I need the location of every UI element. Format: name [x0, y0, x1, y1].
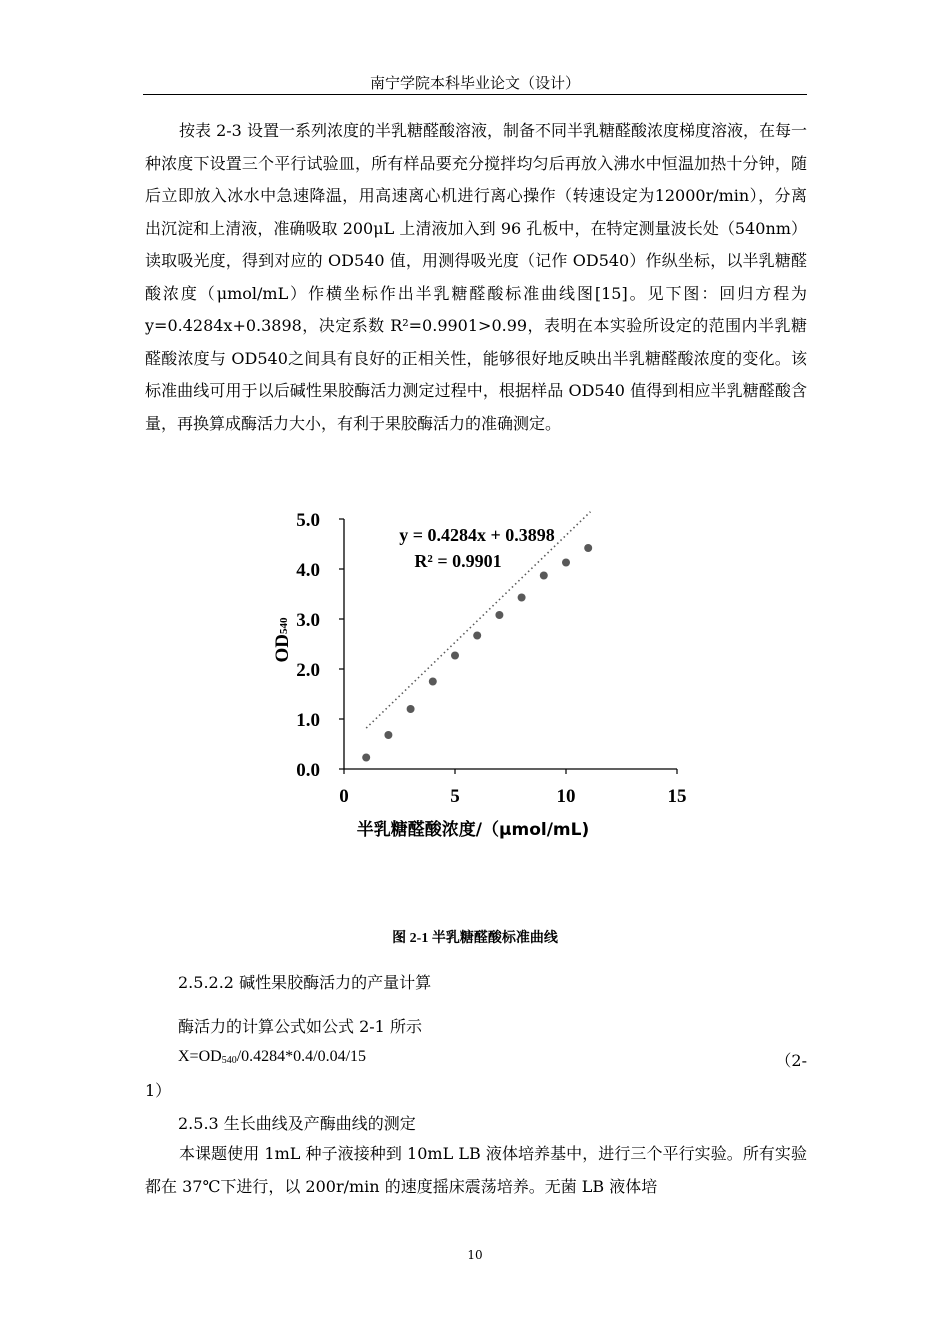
- y-tick-labels: [296, 510, 320, 781]
- y-tick-label: 0.0: [296, 760, 320, 781]
- x-tick-label: 10: [556, 786, 576, 807]
- figure-caption: 图 2-1 半乳糖醛酸标准曲线: [392, 931, 558, 946]
- y-tick-label: 4.0: [296, 560, 320, 581]
- x-tick-label: 0: [339, 786, 349, 807]
- formula-intro: 酶活力的计算公式如公式 2-1 所示: [178, 1017, 422, 1036]
- section-heading-2522: 2.5.2.2 碱性果胶酶活力的产量计算: [178, 973, 432, 992]
- formula-rest: /0.4284*0.4/0.04/15: [236, 1048, 367, 1065]
- y-tick-label: 5.0: [296, 510, 320, 531]
- data-point: [540, 572, 548, 580]
- r-squared-label: R² = 0.9901: [414, 551, 502, 571]
- data-point: [495, 611, 503, 619]
- x-tick-labels: [339, 786, 686, 807]
- y-axis-label-sub: 540: [278, 617, 290, 634]
- data-point: [362, 754, 370, 762]
- body-paragraph-1: 按表 2-3 设置一系列浓度的半乳糖醛酸溶液，制备不同半乳糖醛酸浓度梯度溶液，在每一种浓度下设置三个平行试验皿，所有样品要充分搅拌均匀后再放入沸水中恒温加热十分钟，随后立即放入冰水中急速降温，用高速离心机进行离心操作（转速设定为12000r/min），分离出沉淀和上清液，准确吸取 200μL 上清液加入到 96 孔板中，在特定测量波长处（540nm）读取吸光度，得到对应的 OD540 值，用测得吸光度（记作 OD540）作纵坐标，以半乳糖醛酸浓度（μmol/mL）作横坐标作出半乳糖醛酸标准曲线图[15]。见下图：回归方程为 y=0.4284x+0.3898，决定系数 R²=0.9901>0.99，表明在本实验所设定的范围内半乳糖醛酸浓度与 OD540之间具有良好的正相关性，能够很好地反映出半乳糖醛酸浓度的变化。该标准曲线可用于以后碱性果胶酶活力测定过程中，根据样品 OD540 值得到相应半乳糖醛酸含量，再换算成酶活力大小，有利于果胶酶活力的准确测定。: [145, 121, 807, 433]
- y-tick-label: 2.0: [296, 660, 320, 681]
- data-point: [562, 559, 570, 567]
- page-header: 南宁学院本科毕业论文（设计）: [143, 72, 807, 95]
- data-point: [518, 594, 526, 602]
- formula-main: X=OD: [178, 1048, 222, 1065]
- data-point: [451, 652, 459, 660]
- section-heading-253: 2.5.3 生长曲线及产酶曲线的测定: [178, 1114, 416, 1133]
- y-axis-label-main: OD: [272, 634, 293, 663]
- equation-number-close: 1）: [145, 1081, 172, 1100]
- x-tick-label: 15: [667, 786, 687, 807]
- formula: [178, 1048, 366, 1066]
- data-point: [473, 632, 481, 640]
- x-axis-label: 半乳糖醛酸浓度/（μmol/mL): [356, 820, 590, 840]
- data-point: [384, 731, 392, 739]
- equation-number-open: （2-: [775, 1051, 807, 1070]
- data-point: [584, 544, 592, 552]
- x-tick-label: 5: [450, 786, 460, 807]
- body-paragraph-2: 本课题使用 1mL 种子液接种到 10mL LB 液体培养基中，进行三个平行实验。所有实验都在 37℃下进行，以 200r/min 的速度摇床震荡培养。无菌 LB 液体培: [145, 1144, 807, 1196]
- data-points: [362, 544, 592, 762]
- y-tick-label: 1.0: [296, 710, 320, 731]
- data-point: [407, 705, 415, 713]
- page-number: 10: [467, 1248, 483, 1262]
- y-axis-label: [272, 617, 293, 663]
- standard-curve-chart: [262, 500, 702, 845]
- formula-sub: 540: [221, 1055, 237, 1066]
- regression-equation: y = 0.4284x + 0.3898: [399, 525, 555, 545]
- data-point: [429, 678, 437, 686]
- y-tick-label: 3.0: [296, 610, 320, 631]
